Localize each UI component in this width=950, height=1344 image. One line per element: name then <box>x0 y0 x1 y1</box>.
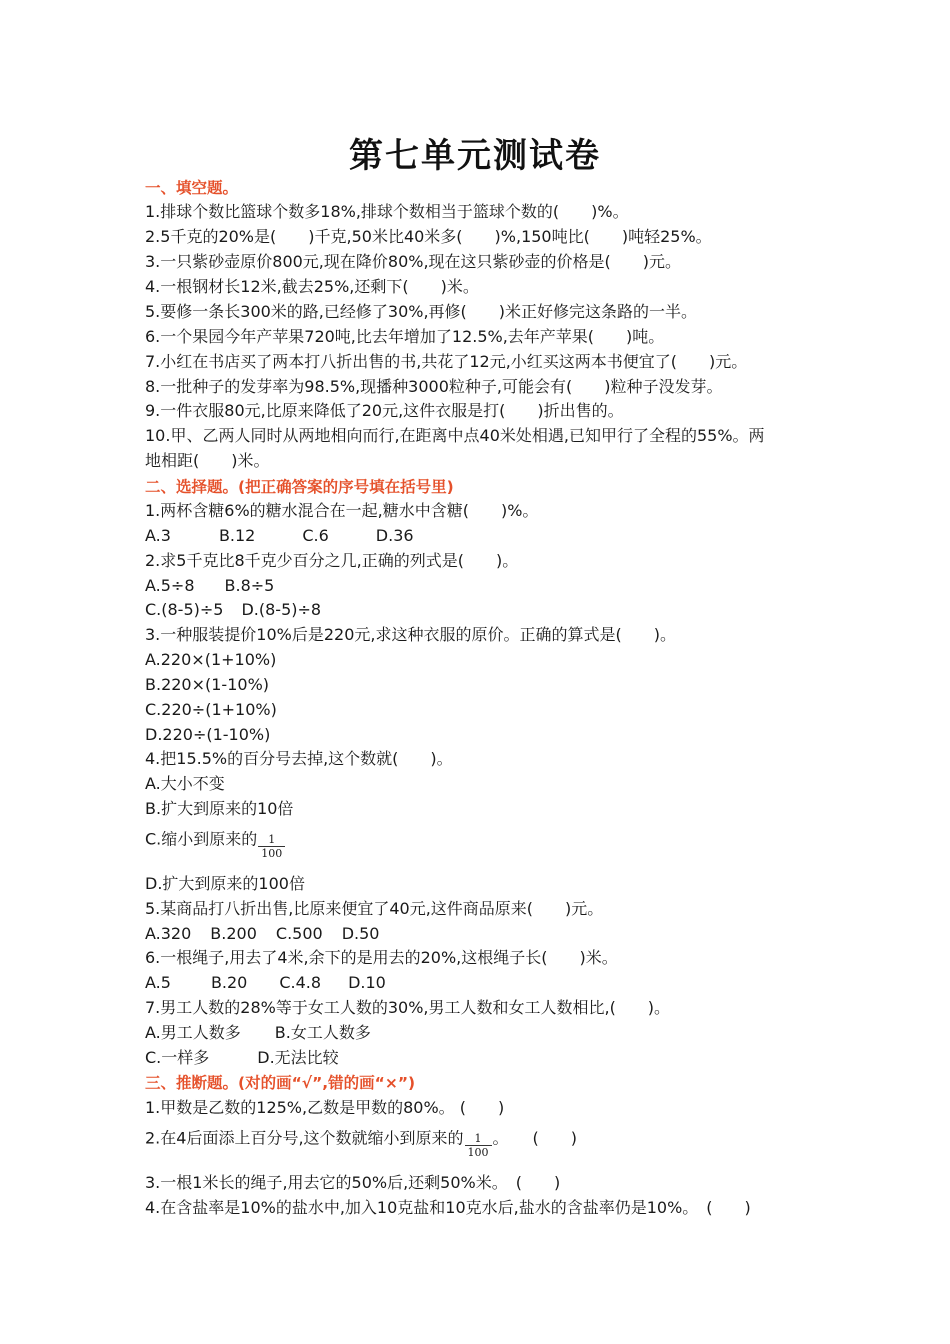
option-row <box>145 576 274 596</box>
option: A.5 <box>145 973 171 992</box>
option: B.8÷5 <box>224 576 275 595</box>
option-row <box>145 924 379 944</box>
section-heading-fill-blank: 一、填空题。 <box>145 179 239 197</box>
option: B.12 <box>218 526 256 545</box>
question-text: 6.一根绳子,用去了4米,余下的是用去的20%,这根绳子长( )米。 <box>145 948 618 967</box>
question-text: 4.把15.5%的百分号去掉,这个数就( )。 <box>145 749 453 768</box>
option: A.220×(1+10%) <box>145 650 277 669</box>
option: C.4.8 <box>279 973 322 992</box>
question-text: 7.男工人数的28%等于女工人数的30%,男工人数和女工人数相比,( )。 <box>145 998 671 1017</box>
option: B.扩大到原来的10倍 <box>145 799 294 818</box>
question-text: 1.排球个数比篮球个数多18%,排球个数相当于篮球个数的( )%。 <box>145 202 629 221</box>
option: D.(8-5)÷8 <box>241 600 322 619</box>
question-text: 8.一批种子的发芽率为98.5%,现播种3000粒种子,可能会有( )粒种子没发芽。 <box>145 377 723 396</box>
option: D.扩大到原来的100倍 <box>145 874 305 893</box>
option: A.320 <box>145 924 192 943</box>
option: D.220÷(1-10%) <box>145 725 271 744</box>
fraction: $\frac{1}{100}$ <box>465 1133 492 1159</box>
option: D.50 <box>341 924 380 943</box>
question-text: 3.一根1米长的绳子,用去它的50%后,还剩50%米。 ( ) <box>145 1173 561 1192</box>
question-text: 5.要修一条长300米的路,已经修了30%,再修( )米正好修完这条路的一半。 <box>145 302 698 321</box>
question-text: 6.一个果园今年产苹果720吨,比去年增加了12.5%,去年产苹果( )吨。 <box>145 327 665 346</box>
option: C.6 <box>302 526 329 545</box>
question-text: 9.一件衣服80元,比原来降低了20元,这件衣服是打( )折出售的。 <box>145 401 624 420</box>
section-heading-multiple-choice: 二、选择题。(把正确答案的序号填在括号里) <box>145 478 454 496</box>
question-text: 7.小红在书店买了两本打八折出售的书,共花了12元,小红买这两本书便宜了( )元。 <box>145 352 748 371</box>
option-row <box>145 973 386 993</box>
option: B.200 <box>210 924 257 943</box>
option: A.大小不变 <box>145 774 225 793</box>
option: D.无法比较 <box>257 1048 339 1067</box>
question-text: 2.5千克的20%是( )千克,50米比40米多( )%,150吨比( )吨轻25%。 <box>145 227 712 246</box>
option: C.500 <box>275 924 323 943</box>
question-text: 10.甲、乙两人同时从两地相向而行,在距离中点40米处相遇,已知甲行了全程的55%。两 <box>145 426 765 445</box>
question-text: 3.一只紫砂壶原价800元,现在降价80%,现在这只紫砂壶的价格是( )元。 <box>145 252 682 271</box>
option: C.220÷(1+10%) <box>145 700 277 719</box>
question-text: 地相距( )米。 <box>145 451 270 470</box>
question-text: 4.在含盐率是10%的盐水中,加入10克盐和10克水后,盐水的含盐率仍是10%。 ( ) <box>145 1198 751 1217</box>
fraction: $\frac{1}{100}$ <box>258 834 285 860</box>
option: C.(8-5)÷5 <box>145 600 224 619</box>
option-row <box>145 1023 371 1043</box>
option-row <box>145 526 414 546</box>
option: B.220×(1-10%) <box>145 675 270 694</box>
question-with-fraction: 2.在4后面添上百分号,这个数就缩小到原来的 $\frac{1}{100}$ 。 ( ) <box>145 1128 578 1159</box>
option: B.20 <box>210 973 248 992</box>
option: C.一样多 <box>145 1048 210 1067</box>
option-row <box>145 1048 339 1068</box>
question-text: 3.一种服装提价10%后是220元,求这种衣服的原价。正确的算式是( )。 <box>145 625 676 644</box>
question-text: 1.甲数是乙数的125%,乙数是甲数的80%。 ( ) <box>145 1098 505 1117</box>
option: A.3 <box>145 526 171 545</box>
question-text: 1.两杯含糖6%的糖水混合在一起,糖水中含糖( )%。 <box>145 501 539 520</box>
option: A.5÷8 <box>145 576 195 595</box>
option: A.男工人数多 <box>145 1023 241 1042</box>
option-row <box>145 600 321 620</box>
option: D.36 <box>375 526 414 545</box>
option: B.女工人数多 <box>274 1023 371 1042</box>
page-title: 第七单元测试卷 <box>349 136 601 176</box>
question-text: 5.某商品打八折出售,比原来便宜了40元,这件商品原来( )元。 <box>145 899 604 918</box>
question-text: 4.一根钢材长12米,截去25%,还剩下( )米。 <box>145 277 479 296</box>
section-heading-true-false: 三、推断题。(对的画“√”,错的画“×”) <box>145 1074 416 1092</box>
option: D.10 <box>348 973 386 992</box>
option-with-fraction: C.缩小到原来的 $\frac{1}{100}$ <box>145 827 286 853</box>
question-text: 2.求5千克比8千克少百分之几,正确的列式是( )。 <box>145 551 519 570</box>
